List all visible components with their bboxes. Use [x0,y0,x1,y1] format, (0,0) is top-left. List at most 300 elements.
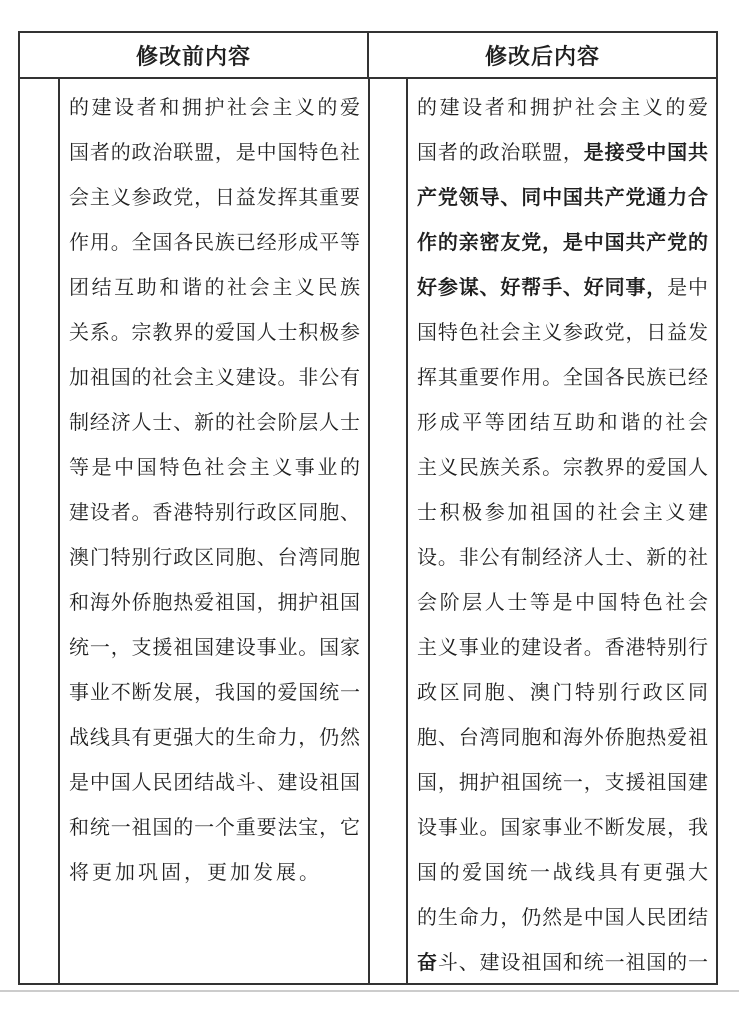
text-char: 盟 [194,142,215,164]
text-char: 主 [194,367,215,389]
text-char: 展 [276,862,296,884]
text-char: 加 [115,862,135,884]
text-char: 士 [277,322,298,344]
text-char: 济 [562,547,583,569]
text-char: 命 [458,907,479,929]
text-line [417,488,708,533]
text-char: 行 [235,502,256,524]
text-line [417,353,708,398]
text-char: 大 [687,862,708,884]
text-line [417,803,708,848]
text-char: 民 [194,232,215,254]
text-line [417,668,708,713]
text-char: 联 [521,142,542,164]
bold-text-char: 友 [500,232,521,254]
text-line [69,623,360,668]
text-char: 社 [152,367,173,389]
text-char: 政 [642,682,663,704]
text-char: 极 [319,322,340,344]
text-char: 会 [597,97,618,119]
text-char: 和 [597,412,618,434]
text-char: 主 [417,637,437,659]
text-char: 关 [500,457,521,479]
text-char: 斗 [235,772,256,794]
text-char: 特 [646,637,667,659]
bold-text-char: 、 [500,187,521,209]
text-char: 护 [552,97,573,119]
after-number-cell [370,79,408,983]
text-char: 参 [131,187,152,209]
text-char: 成 [298,232,319,254]
text-char: 国 [69,142,89,164]
text-line [69,713,360,758]
text-char: 非 [298,367,319,389]
text-char: 建 [235,367,256,389]
text-char: 人 [131,412,152,434]
text-char: 家 [339,637,360,659]
text-char: 。 [110,232,131,254]
text-char: 政 [417,682,437,704]
text-line [417,83,708,128]
text-char: 是 [91,457,112,479]
bold-text-char: 的 [687,232,708,254]
text-char: 中 [89,772,110,794]
text-char: 界 [604,457,625,479]
text-char: 祖 [131,817,152,839]
revision-comparison-table [18,31,718,985]
text-line [69,848,360,893]
bold-text-char: 中 [646,142,667,164]
text-char: 义 [437,637,458,659]
text-line [417,713,708,758]
text-char: 公 [479,547,500,569]
before-number-cell [20,79,60,983]
text-line [69,353,360,398]
text-line [417,308,708,353]
text-char: 的 [214,727,235,749]
text-char: 爱 [214,322,235,344]
text-char: 人 [256,322,277,344]
text-char: 、 [437,727,458,749]
text-char: 统 [507,862,528,884]
bold-text-char: 同 [604,277,625,299]
text-char: 胞 [319,502,340,524]
text-char: 拥 [277,592,298,614]
text-char: 加 [230,862,250,884]
text-char: 色 [458,322,479,344]
text-char: 联 [173,142,194,164]
text-char: 具 [110,727,131,749]
text-char: 阶 [439,592,460,614]
bold-text-char: 同 [521,187,542,209]
text-char: 者 [437,142,458,164]
text-char: 爱 [667,727,688,749]
text-char: 的 [204,277,225,299]
text-char: 的 [575,502,596,524]
text-char: 和 [159,97,180,119]
text-char: 爱 [194,592,215,614]
text-char: 然 [339,727,360,749]
text-char: 民 [458,457,479,479]
text-char: 是 [69,772,89,794]
text-char: 社 [204,457,225,479]
text-char: 然 [542,907,563,929]
text-char: 日 [646,322,667,344]
text-char: 别 [131,547,152,569]
text-char: 特 [194,502,215,524]
text-char: 海 [562,727,583,749]
bold-text-char: 产 [604,187,625,209]
text-char: 益 [667,322,688,344]
text-line [69,128,360,173]
text-char: 建 [479,952,500,974]
text-char: 同 [462,682,483,704]
text-char: 是 [667,277,688,299]
text-char: 家 [521,817,542,839]
text-char: 热 [173,592,194,614]
bold-text-char: 通 [646,187,667,209]
text-line [417,218,708,263]
text-char: 台 [458,727,479,749]
text-char: 士 [339,412,360,434]
text-char: 的 [458,142,479,164]
text-char: 展 [173,682,194,704]
text-char: 爱 [339,97,360,119]
text-char: 其 [298,187,319,209]
text-char: 拥 [458,772,479,794]
text-char: ， [437,772,458,794]
text-char: 同 [500,727,521,749]
text-char: 个 [214,817,235,839]
text-char: 区 [439,682,460,704]
text-char: 门 [552,682,573,704]
text-char: 胞 [484,682,505,704]
text-char: 会 [417,592,437,614]
bold-text-char: 中 [583,232,604,254]
text-char: 等 [69,457,89,479]
text-char: 国 [152,232,173,254]
text-char: 。 [437,547,458,569]
text-char: 侨 [604,727,625,749]
text-char: ， [110,637,131,659]
text-char: 一 [562,772,583,794]
text-char: 国 [552,502,573,524]
bold-text-char: 受 [625,142,646,164]
text-char: 事 [437,817,458,839]
text-char: 团 [173,772,194,794]
text-char: 人 [687,457,708,479]
text-char: 色 [642,592,663,614]
text-char: 的 [110,142,131,164]
text-char: 士 [152,412,173,434]
text-char: 大 [194,727,215,749]
text-char: 设 [89,502,110,524]
text-char: 护 [204,97,225,119]
text-char: 设 [114,97,135,119]
text-char: 社 [575,97,596,119]
text-char: 发 [625,817,646,839]
text-char: 主 [249,457,270,479]
text-line [69,488,360,533]
text-char: 祖 [625,952,646,974]
text-char: 挥 [277,187,298,209]
text-char: 事 [69,682,89,704]
bold-text-char: 党 [667,232,688,254]
text-line [69,443,360,488]
text-char: 制 [69,412,89,434]
text-char: 的 [439,862,460,884]
text-char: 别 [214,502,235,524]
text-char: 系 [521,457,542,479]
text-char: 阶 [277,412,298,434]
text-char: 、 [507,682,528,704]
text-char: 者 [110,502,131,524]
bold-text-char: 党 [521,232,542,254]
bold-text-char: 、 [479,277,500,299]
text-char: 党 [604,322,625,344]
text-char: 社 [227,97,248,119]
text-char: 治 [152,142,173,164]
text-char: 胞 [521,727,542,749]
bold-text-char: 共 [625,232,646,254]
table-header-row [20,33,716,79]
text-char: 的 [500,637,521,659]
text-char: 党 [173,187,194,209]
text-char: 事 [542,817,563,839]
text-char: 国 [542,952,563,974]
text-char: 祖 [89,367,110,389]
text-char: 社 [479,322,500,344]
text-char: 关 [69,322,89,344]
text-char: 积 [298,322,319,344]
header-before-content: 修改前内容 [135,43,251,69]
text-char: ， [583,772,604,794]
text-char: 社 [687,547,708,569]
text-char: 是 [552,592,573,614]
text-char: 的 [339,457,360,479]
bold-text-char: 好 [500,277,521,299]
table-body-row [20,79,716,983]
text-char: 重 [319,187,340,209]
text-char: 巩 [138,862,158,884]
text-char: 等 [484,412,505,434]
text-char: 同 [319,547,340,569]
text-char: 祖 [529,502,550,524]
text-char: 、 [173,412,194,434]
text-char: 主 [272,277,293,299]
text-char: 社 [235,412,256,434]
text-char: 香 [152,502,173,524]
text-char: 、 [256,772,277,794]
text-char: 港 [625,637,646,659]
text-char: 界 [173,322,194,344]
text-char: 社 [665,592,686,614]
text-line [69,308,360,353]
text-char: 特 [298,142,319,164]
bold-text-char: 作 [417,232,437,254]
text-char: 胞 [152,592,173,614]
text-char: 非 [458,547,479,569]
text-char: 更 [642,862,663,884]
text-line [69,668,360,713]
text-char: 祖 [687,727,708,749]
text-char: 的 [665,97,686,119]
text-char: 祖 [319,592,340,614]
bold-text-char: 奋 [417,952,437,974]
text-char: 祖 [646,772,667,794]
text-char: 发 [152,682,173,704]
text-char: 行 [687,637,708,659]
text-char: 政 [256,502,277,524]
bold-text-char: 党 [437,187,458,209]
text-char: 事 [256,637,277,659]
text-char: 力 [479,907,500,929]
text-char: 国 [136,457,157,479]
bold-text-char: 、 [562,277,583,299]
bold-text-char: 合 [687,187,708,209]
bold-text-char: 领 [458,187,479,209]
text-char: ， [298,727,319,749]
text-char: 义 [214,367,235,389]
text-char: 会 [249,277,270,299]
text-char: 谐 [620,412,641,434]
text-char: 我 [687,817,708,839]
text-char: 等 [529,592,550,614]
text-char: 要 [479,367,500,389]
text-char: 国 [110,367,131,389]
text-char: 更 [152,727,173,749]
text-char: 区 [277,502,298,524]
text-char: 主 [521,322,542,344]
text-char: 门 [89,547,110,569]
text-line [69,758,360,803]
text-char: 生 [235,727,256,749]
text-char: 设 [542,637,563,659]
text-char: 宗 [562,457,583,479]
text-line [69,218,360,263]
text-char: 一 [110,817,131,839]
text-char: 盟 [542,142,563,164]
text-char: 一 [339,682,360,704]
text-char: 。 [583,637,604,659]
text-char: 结 [194,772,215,794]
text-char: 设 [417,547,437,569]
text-char: 祖 [500,772,521,794]
text-char: 一 [687,952,708,974]
bold-text-char: 参 [437,277,458,299]
text-char: 参 [562,322,583,344]
text-char: 主 [417,457,437,479]
text-char: 。 [479,817,500,839]
text-char: 士 [604,547,625,569]
text-char: ， [194,187,215,209]
text-char: 国 [298,682,319,704]
text-char: 一 [529,862,550,884]
text-char: 国 [484,862,505,884]
text-char: 已 [235,232,256,254]
text-line [69,173,360,218]
text-char: 新 [646,547,667,569]
bold-text-char: 帮 [521,277,542,299]
text-char: 区 [194,547,215,569]
text-char: 色 [181,457,202,479]
text-char: 主 [272,97,293,119]
text-char: 战 [69,727,89,749]
text-char: 、 [339,502,360,524]
bold-text-char: 好 [417,277,437,299]
text-char: 义 [294,277,315,299]
text-char: 义 [110,187,131,209]
text-char: 族 [214,232,235,254]
text-char: 社 [227,277,248,299]
text-char: 断 [604,817,625,839]
text-char: 结 [529,412,550,434]
text-char: 澳 [529,682,550,704]
text-char: 拥 [181,97,202,119]
text-char: 海 [89,592,110,614]
text-char: 作 [69,232,89,254]
text-char: 色 [319,142,340,164]
text-char: 和 [507,97,528,119]
text-char: 会 [69,187,89,209]
text-char: 的 [256,682,277,704]
text-char: 中 [114,457,135,479]
text-char: 国 [235,682,256,704]
text-char: 国 [597,592,618,614]
text-char: 、 [458,952,479,974]
text-char: 业 [89,682,110,704]
bold-text-char: 产 [417,187,437,209]
text-char: 人 [319,412,340,434]
text-char: 湾 [298,547,319,569]
text-char: 胞 [235,547,256,569]
text-char: 各 [173,232,194,254]
text-line [417,893,708,938]
text-char: 政 [173,547,194,569]
text-char: 。 [542,457,563,479]
text-char: 参 [484,502,505,524]
text-char: 的 [417,97,437,119]
text-char: 会 [687,592,708,614]
text-line [417,443,708,488]
text-char: 形 [277,232,298,254]
text-char: 它 [339,817,360,839]
text-char: 统 [69,637,89,659]
bold-text-char: 产 [646,232,667,254]
text-char: 人 [583,547,604,569]
text-char: 区 [665,682,686,704]
text-char: 国 [521,772,542,794]
text-char: 政 [152,187,173,209]
text-char: ， [194,682,215,704]
text-char: 挥 [417,367,437,389]
text-char: 层 [462,592,483,614]
text-char: 会 [249,97,270,119]
text-char: 的 [194,322,215,344]
text-char: 湾 [479,727,500,749]
text-char: 同 [214,547,235,569]
text-char: 行 [152,547,173,569]
text-char: 族 [339,277,360,299]
text-char: 国 [194,637,215,659]
text-char: 。 [298,637,319,659]
text-line [417,533,708,578]
text-char: 祖 [173,637,194,659]
text-char: 用 [89,232,110,254]
text-line [417,848,708,893]
text-char: 教 [152,322,173,344]
text-char: 义 [642,97,663,119]
